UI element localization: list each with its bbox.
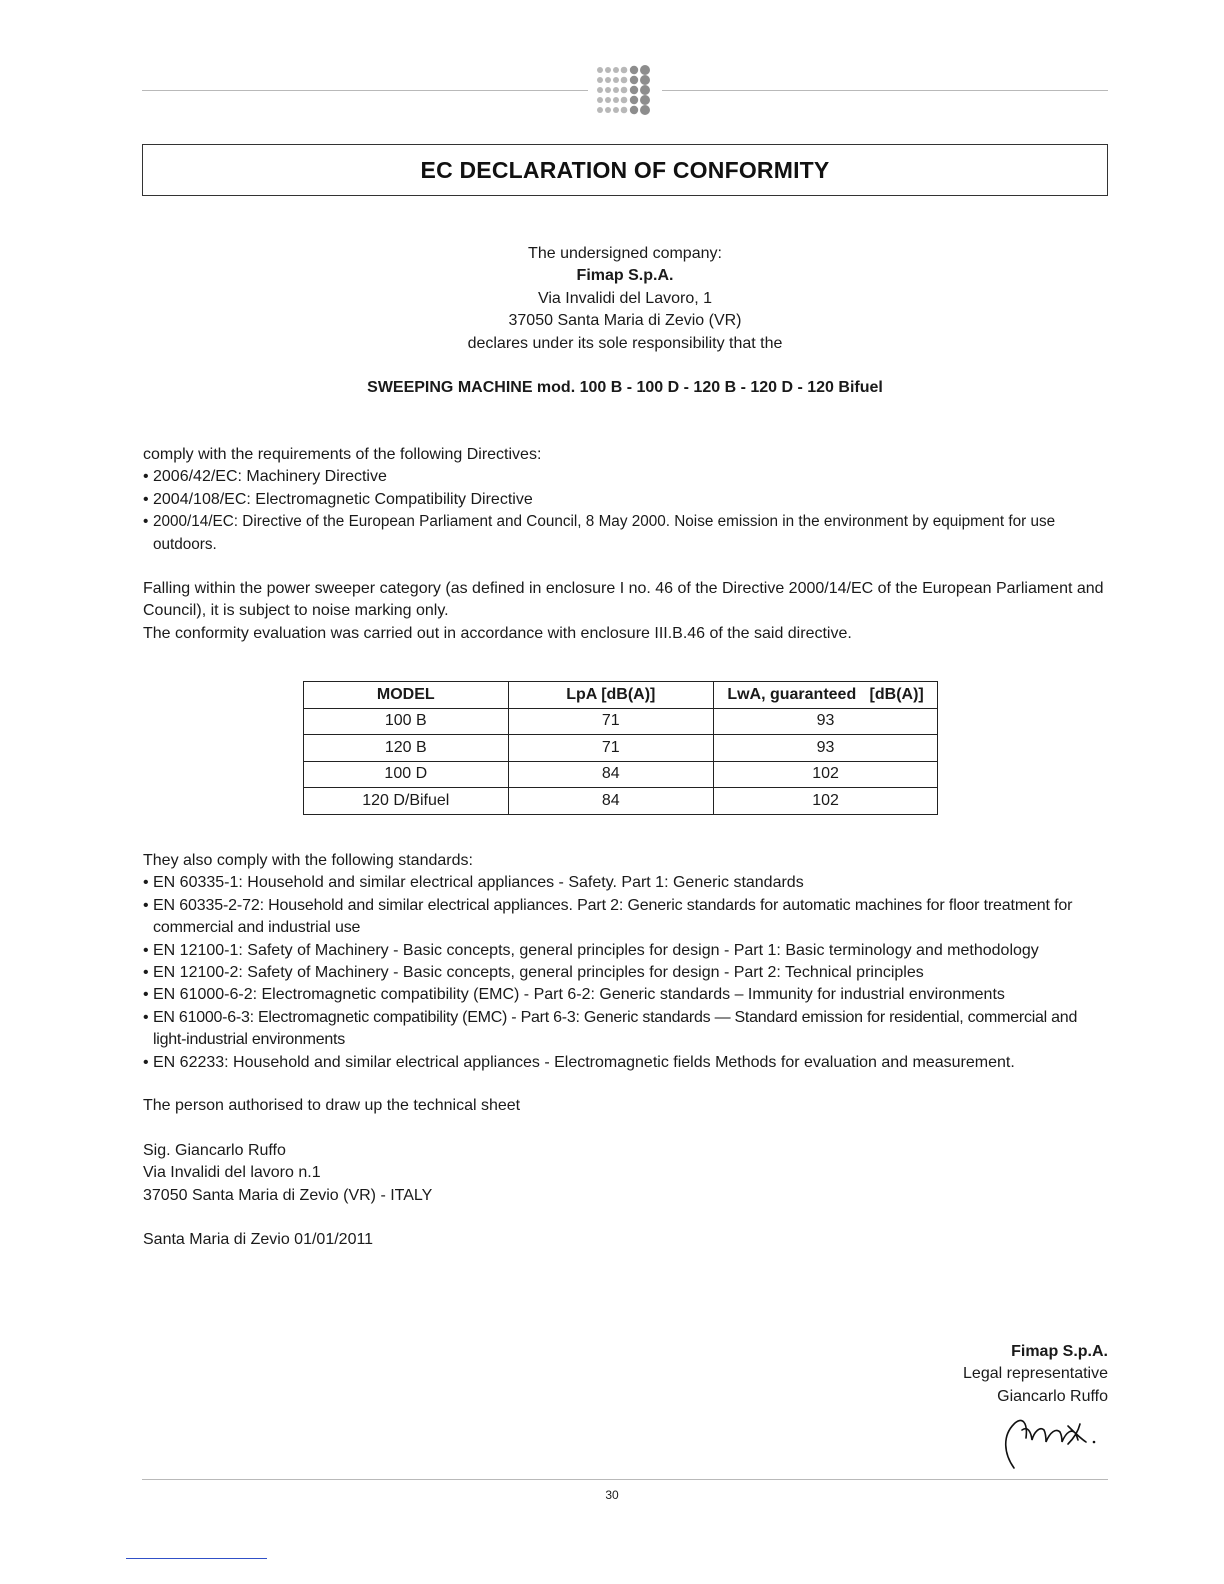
dot-grid-logo-icon (594, 64, 656, 118)
footer-rule (142, 1479, 1108, 1480)
table-cell: 102 (714, 761, 938, 788)
noise-paragraph (143, 578, 1109, 645)
company-name: Fimap S.p.A. (576, 267, 674, 285)
authorised-address1: Via Invalidi del lavoro n.1 (143, 1164, 321, 1182)
authorised-address2: 37050 Santa Maria di Zevio (VR) - ITALY (143, 1186, 433, 1204)
standard-item: • EN 60335-2-72: Household and similar electrical appliances. Part 2: Generic standards for automatic machines for floor treatment for commercial and industrial use (143, 896, 1073, 937)
product-line: SWEEPING MACHINE mod. 100 B - 100 D - 120 B - 120 D - 120 Bifuel (367, 379, 883, 396)
table-cell: 71 (508, 708, 714, 735)
table-row (304, 761, 938, 788)
company-address-line1: Via Invalidi del Lavoro, 1 (537, 289, 713, 307)
declaration-line: declares under its sole responsibility that the (467, 334, 783, 352)
intro-line: The undersigned company: (528, 245, 722, 262)
authorised-person (143, 1140, 1109, 1207)
standards-intro: They also comply with the following standards: (143, 852, 473, 869)
standard-item: • EN 62233: Household and similar electrical appliances - Electromagnetic fields Methods for evaluation and measurement. (143, 1053, 1015, 1071)
directives-intro: comply with the requirements of the following Directives: (143, 446, 542, 463)
column-header: LwA, guaranteed [dB(A)] (714, 682, 938, 709)
table-cell: 100 D (304, 761, 509, 788)
authorised-intro: The person authorised to draw up the technical sheet (143, 1097, 521, 1114)
standard-item: • EN 12100-1: Safety of Machinery - Basic concepts, general principles for design - Part 1: Basic terminology and methodology (143, 941, 1039, 959)
handwritten-signature-icon (998, 1410, 1108, 1472)
column-header: LpA [dB(A)] (508, 682, 714, 709)
standard-item: • EN 60335-1: Household and similar electrical appliances - Safety. Part 1: Generic standards (143, 874, 804, 892)
company-address-line2: 37050 Santa Maria di Zevio (VR) (508, 312, 742, 330)
conformity-text: The conformity evaluation was carried out in accordance with enclosure III.B.46 of the said directive. (143, 624, 852, 642)
standards-section (143, 850, 1109, 1074)
header-rule-right (662, 90, 1108, 91)
table-cell: 120 B (304, 735, 509, 762)
table-cell: 84 (508, 788, 714, 815)
table-cell: 100 B (304, 708, 509, 735)
signatory-role: Legal representative (963, 1365, 1108, 1383)
signatory-name: Giancarlo Ruffo (997, 1387, 1108, 1405)
directive-item: • 2004/108/EC: Electromagnetic Compatibility Directive (143, 490, 533, 508)
standard-item: • EN 12100-2: Safety of Machinery - Basic concepts, general principles for design - Part 2: Technical principles (143, 964, 924, 982)
signatory-company: Fimap S.p.A. (1011, 1343, 1108, 1360)
standard-item: • EN 61000-6-2: Electromagnetic compatibility (EMC) - Part 6-2: Generic standards – Immunity for industrial environments (143, 986, 1005, 1004)
table-cell: 84 (508, 761, 714, 788)
directives-section (143, 444, 1109, 556)
table-row (304, 735, 938, 762)
noise-text: Falling within the power sweeper category (as defined in enclosure I no. 46 of the Directive 2000/14/EC of the European Parliament and Council), it is subject to noise marking only. (143, 580, 1104, 620)
company-intro (142, 243, 1108, 355)
directive-item: • 2000/14/EC: Directive of the European Parliament and Council, 8 May 2000. Noise emission in the environment by equipment for use outdoors. (143, 513, 1056, 553)
table-cell: 120 D/Bifuel (304, 788, 509, 815)
table-row (304, 708, 938, 735)
table-cell: 71 (508, 735, 714, 762)
title-box (142, 144, 1108, 196)
standard-item: • EN 61000-6-3: Electromagnetic compatibility (EMC) - Part 6-3: Generic standards — Standard emission for residential, commercial and light-industrial environments (143, 1008, 1078, 1049)
table-header-row (304, 682, 938, 709)
page-title: EC DECLARATION OF CONFORMITY (420, 156, 830, 183)
header-rule-left (142, 90, 588, 91)
page-number: 30 (605, 1488, 619, 1502)
signatory-block (708, 1341, 1108, 1408)
column-header: MODEL (304, 682, 509, 709)
directive-item: • 2006/42/EC: Machinery Directive (143, 468, 387, 486)
table-cell: 93 (714, 735, 938, 762)
table-cell: 102 (714, 788, 938, 815)
table-row (304, 788, 938, 815)
authorised-name: Sig. Giancarlo Ruffo (143, 1142, 286, 1159)
decorative-blue-line (126, 1558, 267, 1559)
table-cell: 93 (714, 708, 938, 735)
noise-table (303, 681, 938, 815)
place-date: Santa Maria di Zevio 01/01/2011 (143, 1231, 374, 1248)
